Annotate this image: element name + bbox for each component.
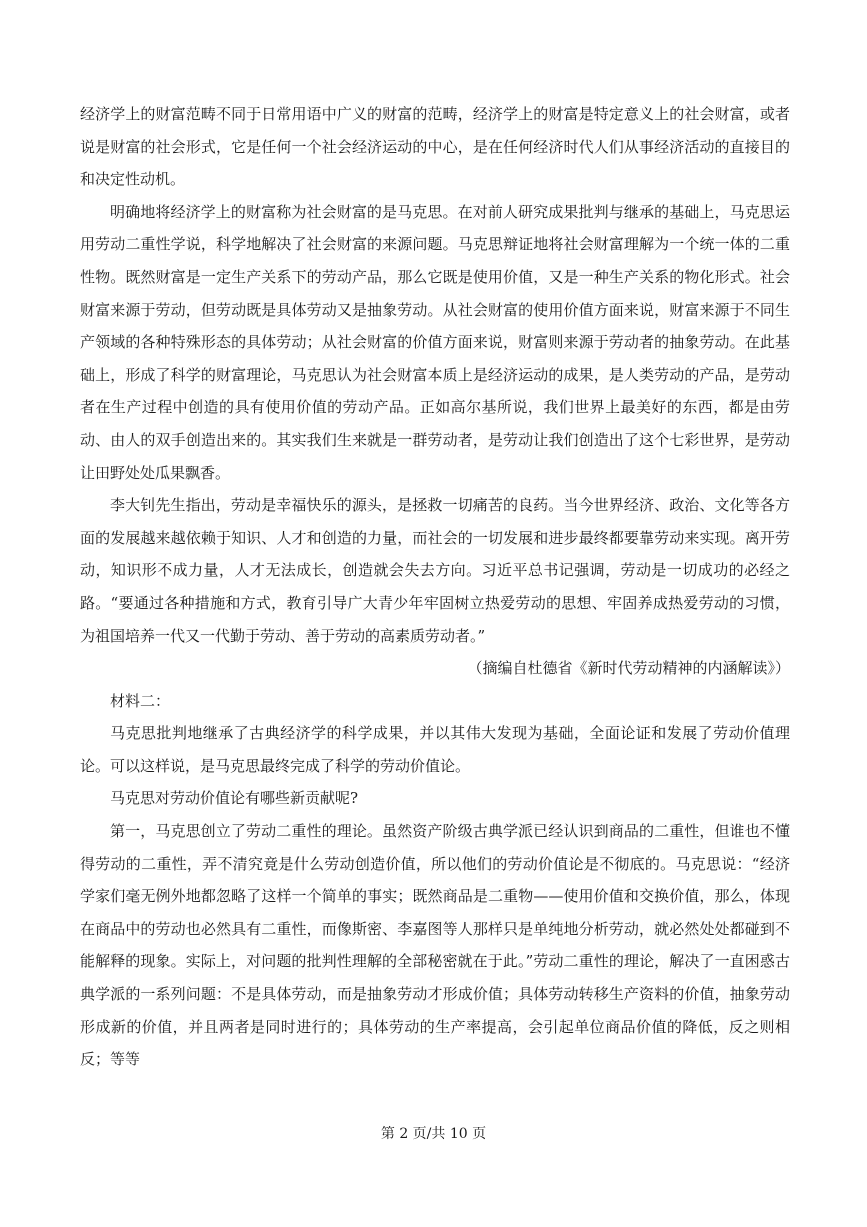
paragraph-contribution-question: 马克思对劳动价值论有哪些新贡献呢? [110, 789, 359, 808]
paragraph-marx-social-wealth: 明确地将经济学上的财富称为社会财富的是马克思。在对前人研究成果批判与继承的基础上，马克思运用劳动二重性学说，科学地解决了社会财富的来源问题。马克思辩证地将社会财富理解为一个统一体的二重性物。既然财富是一定生产关系下的劳动产品，那么它既是使用价值，又是一种生产关系的物化形式。社会财富来源于劳动，但劳动既是具体劳动又是抽象劳动。从社会财富的使用价值方面来说，财富来源于不同生产领域的各种特殊形态的具体劳动；从社会财富的价值方面来说，财富则来源于劳动者的抽象劳动。在此基础上，形成了科学的财富理论，马克思认为社会财富本质上是经济运动的成果，是人类劳动的产品，是劳动者在生产过程中创造的具有使用价值的劳动产品。正如高尔基所说，我们世界上最美好的东西，都是由劳动、由人的双手创造出来的。其实我们生来就是一群劳动者，是劳动让我们创造出了这个七彩世界，是劳动让田野处处瓜果飘香。 [80, 202, 790, 482]
document-body [80, 98, 790, 1076]
page-number-footer: 第 2 页/共 10 页 [380, 1126, 487, 1142]
material-two-heading: 材料二： [110, 691, 171, 710]
source-citation: （摘编自杜德省《新时代劳动精神的内涵解读》） [467, 659, 790, 678]
paragraph-labor-happiness: 李大钊先生指出，劳动是幸福快乐的源头，是拯救一切痛苦的良药。当今世界经济、政治、文化等各方面的发展越来越依赖于知识、人才和创造的力量，而社会的一切发展和进步最终都要靠劳动来实现。离开劳动，知识形不成力量，人才无法成长，创造就会失去方向。习近平总书记强调，劳动是一切成功的必经之路。“要通过各种措施和方式，教育引导广大青少年牢固树立热爱劳动的思想、牢固养成热爱劳动的习惯，为祖国培养一代又一代勤于劳动、善于劳动的高素质劳动者。” [80, 496, 790, 645]
paragraph-marx-inheritance: 马克思批判地继承了古典经济学的科学成果，并以其伟大发现为基础，全面论证和发展了劳动价值理论。可以这样说，是马克思最终完成了科学的劳动价值论。 [80, 724, 790, 775]
paragraph-dual-nature-of-labor: 第一，马克思创立了劳动二重性的理论。虽然资产阶级古典学派已经认识到商品的二重性，但谁也不懂得劳动的二重性，弄不清究竟是什么劳动创造价值，所以他们的劳动价值论是不彻底的。马克思说：“经济学家们毫无例外地都忽略了这样一个简单的事实；既然商品是二重物——使用价值和交换价值，那么，体现在商品中的劳动也必然具有二重性，而像斯密、李嘉图等人那样只是单纯地分析劳动，就必然处处都碰到不能解释的现象。实际上，对问题的批判性理解的全部秘密就在于此。”劳动二重性的理论，解决了一直困惑古典学派的一系列问题：不是具体劳动，而是抽象劳动才形成价值；具体劳动转移生产资料的价值，抽象劳动形成新的价值，并且两者是同时进行的；具体劳动的生产率提高，会引起单位商品价值的降低，反之则相反；等等 [80, 822, 790, 1069]
paragraph-wealth-category: 经济学上的财富范畴不同于日常用语中广义的财富的范畴，经济学上的财富是特定意义上的社会财富，或者说是财富的社会形式，它是任何一个社会经济运动的中心，是在任何经济时代人们从事经济活动的直接目的和决定性动机。 [80, 105, 790, 189]
